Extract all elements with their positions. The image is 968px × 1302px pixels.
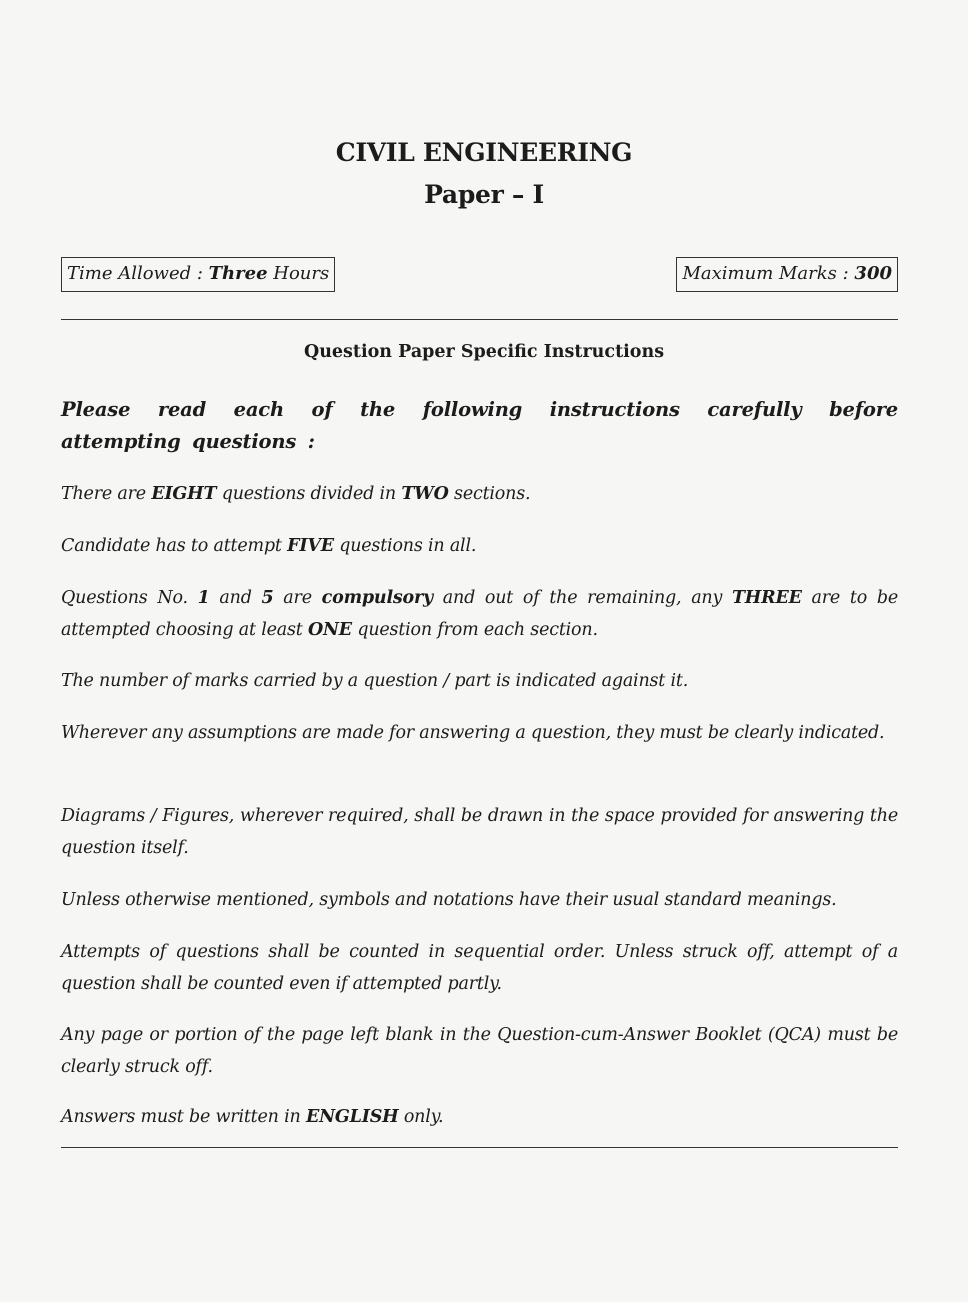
intro-instruction: Please read each of the following instructions carefully before attempting questions : <box>61 398 898 453</box>
time-allowed-unit: Hours <box>267 263 330 284</box>
instruction-text: and out of the remaining, any <box>433 588 732 608</box>
instruction-text: There are <box>61 484 152 504</box>
maximum-marks-label: Maximum Marks : <box>682 263 855 284</box>
maximum-marks-value: 300 <box>854 263 892 284</box>
instruction-text: Attempts of questions shall be counted in sequential order. Unless struck off, attempt of a question shall be counted even if attempted partly. <box>61 942 898 994</box>
section-heading: Question Paper Specific Instructions <box>303 342 665 362</box>
instruction-text: only. <box>398 1107 444 1127</box>
instruction-text: Unless otherwise mentioned, symbols and notations have their usual standard meanings. <box>61 890 837 910</box>
top-divider <box>61 319 898 320</box>
instruction-text: question from each section. <box>351 620 598 640</box>
instruction-text: Any page or portion of the page left blank in the Question-cum-Answer Booklet (QCA) must be clearly struck off. <box>61 1025 898 1077</box>
instruction-text: Questions No. <box>61 588 198 608</box>
instruction-text: and <box>209 588 262 608</box>
instruction-item <box>61 936 898 1000</box>
instruction-emphasis: 1 <box>197 588 210 608</box>
instruction-text: questions in all. <box>333 536 477 556</box>
instruction-text: Candidate has to attempt <box>61 536 288 556</box>
instruction-emphasis: ONE <box>307 620 352 640</box>
bottom-divider <box>61 1147 898 1148</box>
instruction-item <box>61 1019 898 1083</box>
instruction-emphasis: TWO <box>401 484 449 504</box>
instruction-emphasis: 5 <box>261 588 274 608</box>
instruction-item <box>61 884 898 916</box>
time-allowed-value: Three <box>208 263 268 284</box>
instruction-text: Answers must be written in <box>61 1107 306 1127</box>
instruction-text: questions divided in <box>216 484 402 504</box>
instruction-item <box>61 582 898 646</box>
time-allowed-label: Time Allowed : <box>67 263 209 284</box>
instruction-emphasis: EIGHT <box>151 484 217 504</box>
instruction-text: The number of marks carried by a question / part is indicated against it. <box>61 671 689 691</box>
instruction-text: Wherever any assumptions are made for answering a question, they must be clearly indicated. <box>61 723 885 743</box>
instruction-item <box>61 478 898 510</box>
maximum-marks-box <box>676 257 898 292</box>
instruction-text: Diagrams / Figures, wherever required, shall be drawn in the space provided for answering the question itself. <box>61 806 898 858</box>
instruction-emphasis: compulsory <box>321 588 434 608</box>
instruction-item <box>61 800 898 864</box>
instruction-item <box>61 1101 898 1133</box>
instruction-text: are <box>273 588 322 608</box>
instruction-text: sections. <box>448 484 531 504</box>
instruction-emphasis: THREE <box>731 588 802 608</box>
instruction-item <box>61 530 898 562</box>
instruction-emphasis: ENGLISH <box>305 1107 399 1127</box>
paper-title: CIVIL ENGINEERING <box>335 138 633 167</box>
instruction-text: are to be attempted choosing at least <box>61 588 898 640</box>
instruction-item <box>61 717 898 749</box>
paper-number: Paper – I <box>424 180 544 209</box>
instruction-emphasis: FIVE <box>287 536 334 556</box>
instruction-item <box>61 665 898 697</box>
time-allowed-box <box>61 257 335 292</box>
